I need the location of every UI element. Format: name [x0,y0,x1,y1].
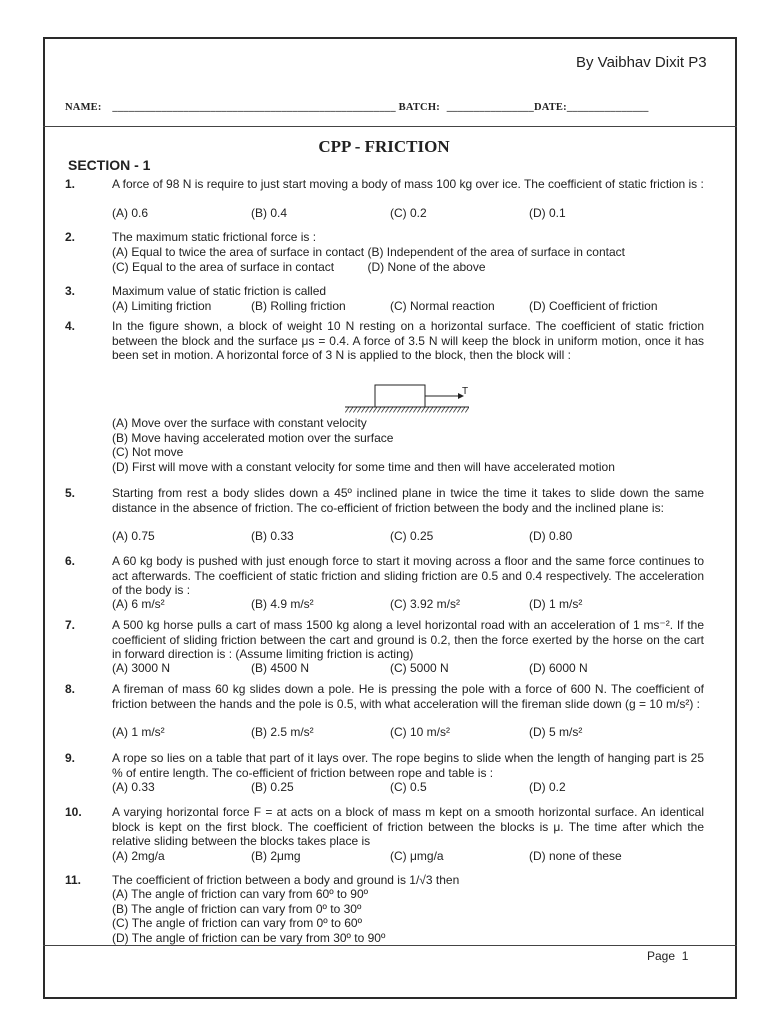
options-list [112,245,704,274]
question-text: A rope so lies on a table that part of it lays over. The rope begins to slide when the length of hanging part is 25 % of entire length. The co-efficient of friction between rope and table is : [112,751,704,780]
option-line: (B) The angle of friction can vary from 0º to 30º [112,901,362,916]
option-d: (D) Coefficient of friction [529,299,658,313]
question-number: 5. [65,486,76,500]
question-number: 1. [65,177,76,191]
header-fields [65,102,649,113]
question-number: 10. [65,805,82,819]
page-title: CPP - FRICTION [318,137,450,156]
question-text: The maximum static frictional force is : [112,230,317,244]
option-line: (C) Not move [112,445,184,460]
question-text: A force of 98 N is require to just start moving a body of mass 100 kg over ice. The coefficient of static friction is : [112,177,704,191]
option-b: (B) 0.4 [251,206,288,220]
option-d: (D) none of these [529,849,622,863]
option-a: (A) Limiting friction [112,299,212,313]
question-text: Maximum value of static friction is called [112,284,327,298]
option-c: (C) 3.92 m/s² [390,597,461,611]
option-a: (A) 0.6 [112,206,149,220]
page-value: 1 [681,949,689,963]
option-a: (A) 1 m/s² [112,725,165,739]
question-number: 3. [65,284,76,298]
header-rule [43,126,737,127]
page-label: Page [647,949,676,963]
option-line: (A) The angle of friction can vary from 60º to 90º [112,887,368,901]
options-row [112,725,704,740]
question-text: A 500 kg horse pulls a cart of mass 1500 kg along a level horizontal road with an acceleration of 1 ms⁻². If the coefficient of sliding friction between the cart and ground is 0.2, then the force exerted by the horse on the cart in forward direction is : (Assume limiting friction is acting) [112,618,704,662]
question-text: A varying horizontal force F = at acts on a block of mass m kept on a smooth horizontal surface. An identical block is kept on the first block. The coefficient of friction between the blocks is μ. The time after which the relative sliding between the blocks takes place is [112,805,704,849]
option-a: (A) 0.75 [112,529,155,543]
question-number: 9. [65,751,76,765]
option-a: (A) 6 m/s² [112,597,165,611]
option-c: (C) μmg/a [390,849,444,863]
option-d: (D) 0.1 [529,206,566,220]
name-line: ____________________________________________________ [112,102,396,113]
question-text: The coefficient of friction between a body and ground is 1/√3 then [112,873,460,887]
option-b: (B) Rolling friction [251,299,346,313]
option-line: (A) Equal to twice the area of surface in contact (B) Independent of the area of surface in contact [112,245,625,259]
force-label: T [462,386,469,397]
author-label: By Vaibhav Dixit P3 [576,54,707,71]
batch-line: ________________ [446,102,534,113]
option-line: (D) The angle of friction can be vary from 30º to 90º [112,930,386,945]
option-b: (B) 2μmg [251,849,301,863]
options-row [112,780,704,795]
footer-rule [43,945,737,946]
option-d: (D) 0.80 [529,529,573,543]
options-row [112,529,704,544]
surface-hatching [345,408,469,413]
options-row [112,661,704,676]
options-row [112,849,704,864]
question-number: 11. [65,873,82,887]
option-b: (B) 4500 N [251,661,310,675]
question-text: A fireman of mass 60 kg slides down a pole. He is pressing the pole with a force of 600 N. The coefficient of friction between the hands and the pole is 0.5, with what acceleration will the fireman slide down (g = 10 m/s²) : [112,682,704,711]
question-number: 6. [65,554,76,568]
option-a: (A) 0.33 [112,780,155,794]
option-c: (C) 0.5 [390,780,427,794]
options-row [112,597,704,612]
option-c: (C) 5000 N [390,661,449,675]
option-b: (B) 4.9 m/s² [251,597,314,611]
question-number: 2. [65,230,76,244]
option-line: (D) First will move with a constant velocity for some time and then will have accelerated motion [112,459,615,474]
question-text: Starting from rest a body slides down a 45º inclined plane in twice the time it takes to slide down the same distance in the absence of friction. The co-efficient of friction between the body and the inclined plane is: [112,486,704,515]
option-c: (C) 0.25 [390,529,434,543]
option-d: (D) 5 m/s² [529,725,583,739]
option-line: (C) The angle of friction can vary from 0º to 60º [112,916,362,931]
block-shape [375,385,425,407]
option-d: (D) 1 m/s² [529,597,583,611]
options-row [112,299,704,314]
question-number: 4. [65,319,76,333]
option-d: (D) 6000 N [529,661,588,675]
option-b: (B) 0.25 [251,780,294,794]
option-line: (A) Move over the surface with constant velocity [112,416,367,430]
option-c: (C) Normal reaction [390,299,495,313]
option-b: (B) 2.5 m/s² [251,725,314,739]
option-a: (A) 2mg/a [112,849,165,863]
block-on-surface-figure [345,383,475,413]
date-label: DATE: [533,102,567,113]
batch-label: BATCH: [398,102,440,113]
options-list [112,887,704,945]
option-d: (D) 0.2 [529,780,566,794]
name-label: NAME: [65,102,102,113]
options-list [112,416,704,474]
options-row [112,206,704,221]
option-a: (A) 3000 N [112,661,171,675]
question-text: In the figure shown, a block of weight 10 N resting on a horizontal surface. The coefficient of static friction between the block and the surface μs = 0.4. A force of 3.5 N will keep the block in uniform motion, once it has been set in motion. A horizontal force of 3 N is applied to the block, then the block will : [112,319,704,363]
section-heading: SECTION - 1 [68,157,151,173]
date-line: _______________ [566,102,649,113]
question-number: 7. [65,618,76,632]
question-number: 8. [65,682,76,696]
option-line: (C) Equal to the area of surface in contact (D) None of the above [112,259,486,274]
option-line: (B) Move having accelerated motion over the surface [112,430,394,445]
option-b: (B) 0.33 [251,529,294,543]
option-c: (C) 0.2 [390,206,427,220]
question-text: A 60 kg body is pushed with just enough force to start it moving across a floor and the same force continues to act afterwards. The coefficient of static friction and sliding friction are 0.5 and 0.4 respectively. The acceleration of the body is : [112,554,704,598]
page-number [647,949,688,963]
option-c: (C) 10 m/s² [390,725,450,739]
